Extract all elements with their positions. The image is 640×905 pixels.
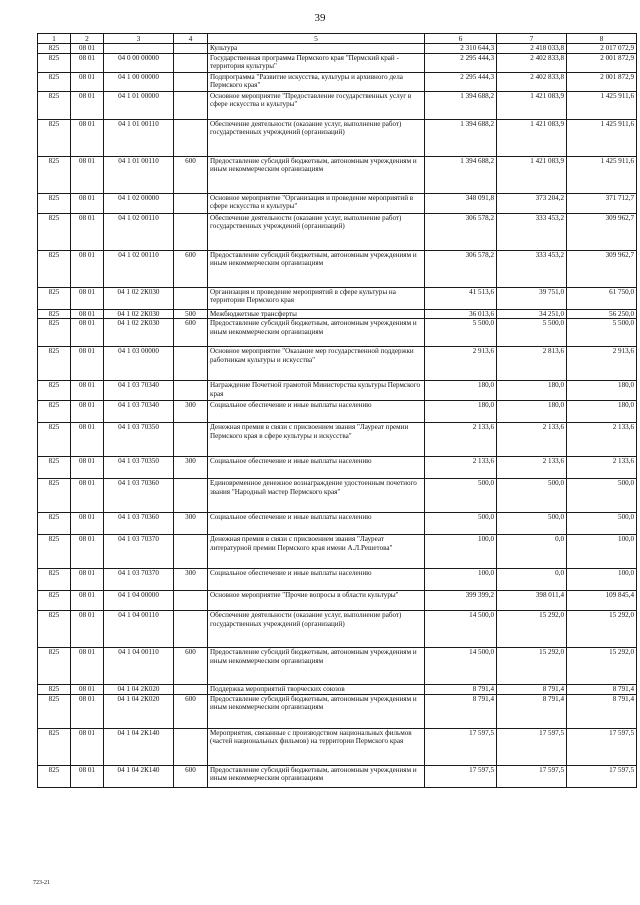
amount-year1-cell: 36 013,6 — [425, 309, 497, 319]
section-code-cell: 08 01 — [71, 213, 104, 250]
expense-type-cell: 600 — [174, 648, 208, 685]
admin-code-cell: 825 — [38, 193, 71, 213]
column-header: 1 — [38, 34, 71, 44]
description-cell: Основное мероприятие "Прочие вопросы в области культуры" — [208, 591, 425, 611]
table-row — [38, 53, 637, 72]
amount-year3-cell: 2 133,6 — [567, 423, 637, 457]
amount-year2-cell: 180,0 — [497, 401, 567, 423]
amount-year3-cell: 180,0 — [567, 381, 637, 401]
expense-type-cell — [174, 685, 208, 695]
amount-year2-cell: 17 597,5 — [497, 728, 567, 765]
section-code-cell: 08 01 — [71, 513, 104, 535]
amount-year2-cell: 17 597,5 — [497, 765, 567, 787]
amount-year1-cell: 348 091,8 — [425, 193, 497, 213]
amount-year1-cell: 306 578,2 — [425, 213, 497, 250]
target-article-cell: 04 1 02 00110 — [104, 250, 174, 287]
section-code-cell: 08 01 — [71, 569, 104, 591]
amount-year1-cell: 100,0 — [425, 569, 497, 591]
target-article-cell: 04 1 02 00000 — [104, 193, 174, 213]
amount-year2-cell: 0,0 — [497, 569, 567, 591]
expense-type-cell — [174, 53, 208, 72]
section-code-cell: 08 01 — [71, 765, 104, 787]
amount-year2-cell: 1 421 083,9 — [497, 156, 567, 193]
amount-year3-cell: 17 597,5 — [567, 728, 637, 765]
target-article-cell: 04 1 03 70340 — [104, 381, 174, 401]
table-row — [38, 569, 637, 591]
table-row — [38, 728, 637, 765]
description-cell: Основное мероприятие "Предоставление государственных услуг в сфере искусства и культуры" — [208, 91, 425, 119]
amount-year3-cell: 15 292,0 — [567, 648, 637, 685]
amount-year3-cell: 8 791,4 — [567, 685, 637, 695]
column-header: 8 — [567, 34, 637, 44]
target-article-cell: 04 1 01 00000 — [104, 91, 174, 119]
expense-type-cell — [174, 287, 208, 309]
target-article-cell: 04 1 03 70360 — [104, 479, 174, 513]
amount-year3-cell: 5 500,0 — [567, 319, 637, 347]
amount-year2-cell: 333 453,2 — [497, 250, 567, 287]
section-code-cell: 08 01 — [71, 694, 104, 728]
description-cell: Предоставление субсидий бюджетным, автономным учреждениям и иным некоммерческим организациям — [208, 156, 425, 193]
expense-type-cell — [174, 213, 208, 250]
amount-year3-cell: 309 962,7 — [567, 250, 637, 287]
admin-code-cell: 825 — [38, 765, 71, 787]
table-row — [38, 309, 637, 319]
amount-year2-cell: 500,0 — [497, 479, 567, 513]
description-cell: Денежная премия в связи с присвоением звания "Лауреат литературной премии Пермского края имени А.Л.Решетова" — [208, 535, 425, 569]
target-article-cell: 04 1 04 2К020 — [104, 685, 174, 695]
admin-code-cell: 825 — [38, 648, 71, 685]
amount-year2-cell: 333 453,2 — [497, 213, 567, 250]
amount-year1-cell: 41 513,6 — [425, 287, 497, 309]
amount-year1-cell: 180,0 — [425, 381, 497, 401]
description-cell: Предоставление субсидий бюджетным, автономным учреждениям и иным некоммерческим организациям — [208, 648, 425, 685]
description-cell: Мероприятия, связанные с производством национальных фильмов (частей национальных фильмов) на территории Пермского края — [208, 728, 425, 765]
page-number: 39 — [314, 12, 326, 24]
amount-year3-cell: 56 250,0 — [567, 309, 637, 319]
amount-year2-cell: 8 791,4 — [497, 694, 567, 728]
amount-year3-cell: 100,0 — [567, 569, 637, 591]
amount-year2-cell: 0,0 — [497, 535, 567, 569]
expense-type-cell — [174, 535, 208, 569]
table-row — [38, 44, 637, 54]
admin-code-cell: 825 — [38, 513, 71, 535]
description-cell: Обеспечение деятельности (оказание услуг, выполнение работ) государственных учреждений (организаций) — [208, 213, 425, 250]
amount-year3-cell: 8 791,4 — [567, 694, 637, 728]
table-row — [38, 694, 637, 728]
amount-year3-cell: 180,0 — [567, 401, 637, 423]
section-code-cell: 08 01 — [71, 91, 104, 119]
section-code-cell: 08 01 — [71, 479, 104, 513]
expense-type-cell — [174, 91, 208, 119]
admin-code-cell: 825 — [38, 72, 71, 91]
table-row — [38, 685, 637, 695]
amount-year1-cell: 1 394 688,2 — [425, 119, 497, 156]
expense-type-cell: 300 — [174, 457, 208, 479]
amount-year3-cell: 309 962,7 — [567, 213, 637, 250]
amount-year2-cell: 2 402 833,8 — [497, 72, 567, 91]
section-code-cell: 08 01 — [71, 347, 104, 381]
amount-year3-cell: 2 913,6 — [567, 347, 637, 381]
target-article-cell: 04 1 01 00110 — [104, 119, 174, 156]
section-code-cell: 08 01 — [71, 287, 104, 309]
expense-type-cell — [174, 193, 208, 213]
section-code-cell: 08 01 — [71, 457, 104, 479]
admin-code-cell: 825 — [38, 591, 71, 611]
target-article-cell: 04 1 04 2К140 — [104, 728, 174, 765]
target-article-cell: 04 1 03 70370 — [104, 535, 174, 569]
amount-year2-cell: 180,0 — [497, 381, 567, 401]
admin-code-cell: 825 — [38, 479, 71, 513]
table-row — [38, 72, 637, 91]
target-article-cell: 04 0 00 00000 — [104, 53, 174, 72]
amount-year1-cell: 2 133,6 — [425, 423, 497, 457]
amount-year2-cell: 1 421 083,9 — [497, 119, 567, 156]
target-article-cell: 04 1 03 70360 — [104, 513, 174, 535]
target-article-cell: 04 1 02 00110 — [104, 213, 174, 250]
description-cell: Награждение Почетной грамотой Министерства культуры Пермского края — [208, 381, 425, 401]
table-row — [38, 91, 637, 119]
description-cell: Подпрограмма "Развитие искусства, культуры и архивного дела Пермского края" — [208, 72, 425, 91]
amount-year2-cell: 398 011,4 — [497, 591, 567, 611]
amount-year1-cell: 8 791,4 — [425, 685, 497, 695]
description-cell: Межбюджетные трансферты — [208, 309, 425, 319]
table-row — [38, 287, 637, 309]
description-cell: Поддержка мероприятий творческих союзов — [208, 685, 425, 695]
amount-year1-cell: 2 913,6 — [425, 347, 497, 381]
admin-code-cell: 825 — [38, 319, 71, 347]
expense-type-cell — [174, 72, 208, 91]
section-code-cell: 08 01 — [71, 309, 104, 319]
admin-code-cell: 825 — [38, 685, 71, 695]
column-header: 5 — [208, 34, 425, 44]
expense-type-cell: 300 — [174, 569, 208, 591]
table-row — [38, 765, 637, 787]
description-cell: Социальное обеспечение и иные выплаты населению — [208, 569, 425, 591]
expense-type-cell — [174, 347, 208, 381]
amount-year1-cell: 306 578,2 — [425, 250, 497, 287]
amount-year2-cell: 2 418 033,8 — [497, 44, 567, 54]
admin-code-cell: 825 — [38, 347, 71, 381]
amount-year3-cell: 2 017 072,9 — [567, 44, 637, 54]
admin-code-cell: 825 — [38, 569, 71, 591]
table-row — [38, 457, 637, 479]
section-code-cell: 08 01 — [71, 72, 104, 91]
amount-year3-cell: 2 001 872,9 — [567, 53, 637, 72]
section-code-cell: 08 01 — [71, 591, 104, 611]
target-article-cell: 04 1 03 70340 — [104, 401, 174, 423]
section-code-cell: 08 01 — [71, 44, 104, 54]
amount-year3-cell: 1 425 911,6 — [567, 119, 637, 156]
target-article-cell: 04 1 01 00110 — [104, 156, 174, 193]
amount-year2-cell: 39 751,0 — [497, 287, 567, 309]
amount-year3-cell: 371 712,7 — [567, 193, 637, 213]
section-code-cell: 08 01 — [71, 535, 104, 569]
table-row — [38, 535, 637, 569]
admin-code-cell: 825 — [38, 213, 71, 250]
amount-year2-cell: 15 292,0 — [497, 611, 567, 648]
amount-year1-cell: 2 295 444,3 — [425, 72, 497, 91]
column-number-row — [38, 34, 637, 44]
admin-code-cell: 825 — [38, 309, 71, 319]
admin-code-cell: 825 — [38, 401, 71, 423]
expense-type-cell: 600 — [174, 319, 208, 347]
amount-year3-cell: 2 001 872,9 — [567, 72, 637, 91]
amount-year2-cell: 8 791,4 — [497, 685, 567, 695]
admin-code-cell: 825 — [38, 423, 71, 457]
section-code-cell: 08 01 — [71, 648, 104, 685]
target-article-cell: 04 1 04 2К140 — [104, 765, 174, 787]
admin-code-cell: 825 — [38, 156, 71, 193]
target-article-cell: 04 1 04 00110 — [104, 648, 174, 685]
section-code-cell: 08 01 — [71, 119, 104, 156]
section-code-cell: 08 01 — [71, 728, 104, 765]
target-article-cell: 04 1 04 2К020 — [104, 694, 174, 728]
amount-year3-cell: 500,0 — [567, 513, 637, 535]
expense-type-cell: 600 — [174, 156, 208, 193]
section-code-cell: 08 01 — [71, 611, 104, 648]
expense-type-cell: 500 — [174, 309, 208, 319]
expense-type-cell: 600 — [174, 694, 208, 728]
description-cell: Основное мероприятие "Организация и проведение мероприятий в сфере искусства и культуры" — [208, 193, 425, 213]
admin-code-cell: 825 — [38, 381, 71, 401]
table-row — [38, 381, 637, 401]
amount-year1-cell: 1 394 688,2 — [425, 156, 497, 193]
admin-code-cell: 825 — [38, 91, 71, 119]
amount-year2-cell: 34 251,0 — [497, 309, 567, 319]
amount-year3-cell: 100,0 — [567, 535, 637, 569]
amount-year2-cell: 1 421 083,9 — [497, 91, 567, 119]
amount-year3-cell: 2 133,6 — [567, 457, 637, 479]
target-article-cell: 04 1 03 70350 — [104, 423, 174, 457]
table-row — [38, 401, 637, 423]
section-code-cell: 08 01 — [71, 381, 104, 401]
target-article-cell: 04 1 03 70370 — [104, 569, 174, 591]
amount-year2-cell: 373 204,2 — [497, 193, 567, 213]
description-cell: Социальное обеспечение и иные выплаты населению — [208, 513, 425, 535]
table-row — [38, 193, 637, 213]
expense-type-cell — [174, 381, 208, 401]
section-code-cell: 08 01 — [71, 193, 104, 213]
description-cell: Предоставление субсидий бюджетным, автономным учреждениям и иным некоммерческим организациям — [208, 250, 425, 287]
section-code-cell: 08 01 — [71, 156, 104, 193]
description-cell: Денежная премия в связи с присвоением звания "Лауреат премии Пермского края в сфере культуры и искусства" — [208, 423, 425, 457]
target-article-cell: 04 1 00 00000 — [104, 72, 174, 91]
amount-year3-cell: 61 750,0 — [567, 287, 637, 309]
section-code-cell: 08 01 — [71, 685, 104, 695]
target-article-cell: 04 1 04 00110 — [104, 611, 174, 648]
amount-year1-cell: 5 500,0 — [425, 319, 497, 347]
expense-type-cell — [174, 119, 208, 156]
amount-year1-cell: 100,0 — [425, 535, 497, 569]
description-cell: Предоставление субсидий бюджетным, автономным учреждениям и иным некоммерческим организациям — [208, 694, 425, 728]
amount-year1-cell: 8 791,4 — [425, 694, 497, 728]
amount-year2-cell: 5 500,0 — [497, 319, 567, 347]
amount-year2-cell: 2 133,6 — [497, 457, 567, 479]
target-article-cell: 04 1 02 2К030 — [104, 287, 174, 309]
amount-year1-cell: 17 597,5 — [425, 728, 497, 765]
expense-type-cell: 600 — [174, 250, 208, 287]
description-cell: Организация и проведение мероприятий в сфере культуры на территории Пермского края — [208, 287, 425, 309]
expense-type-cell — [174, 423, 208, 457]
description-cell: Предоставление субсидий бюджетным, автономным учреждениям и иным некоммерческим организациям — [208, 319, 425, 347]
amount-year3-cell: 1 425 911,6 — [567, 156, 637, 193]
expense-type-cell — [174, 479, 208, 513]
expense-type-cell: 300 — [174, 401, 208, 423]
amount-year1-cell: 500,0 — [425, 479, 497, 513]
admin-code-cell: 825 — [38, 611, 71, 648]
description-cell: Обеспечение деятельности (оказание услуг, выполнение работ) государственных учреждений (организаций) — [208, 611, 425, 648]
description-cell: Единовременное денежное вознаграждение удостоенным почетного звания "Народный мастер Пермского края" — [208, 479, 425, 513]
amount-year1-cell: 399 399,2 — [425, 591, 497, 611]
amount-year2-cell: 2 133,6 — [497, 423, 567, 457]
column-header: 4 — [174, 34, 208, 44]
expense-type-cell: 600 — [174, 765, 208, 787]
admin-code-cell: 825 — [38, 44, 71, 54]
target-article-cell: 04 1 03 70350 — [104, 457, 174, 479]
expense-type-cell — [174, 728, 208, 765]
table-row — [38, 591, 637, 611]
amount-year1-cell: 14 500,0 — [425, 648, 497, 685]
table-row — [38, 250, 637, 287]
section-code-cell: 08 01 — [71, 423, 104, 457]
target-article-cell: 04 1 02 2К030 — [104, 309, 174, 319]
amount-year1-cell: 2 310 644,3 — [425, 44, 497, 54]
table-row — [38, 611, 637, 648]
target-article-cell — [104, 44, 174, 54]
table-row — [38, 213, 637, 250]
amount-year1-cell: 2 295 444,3 — [425, 53, 497, 72]
amount-year2-cell: 500,0 — [497, 513, 567, 535]
description-cell: Социальное обеспечение и иные выплаты населению — [208, 401, 425, 423]
amount-year1-cell: 1 394 688,2 — [425, 91, 497, 119]
section-code-cell: 08 01 — [71, 53, 104, 72]
table-row — [38, 119, 637, 156]
table-row — [38, 479, 637, 513]
amount-year3-cell: 17 597,5 — [567, 765, 637, 787]
expense-type-cell — [174, 591, 208, 611]
admin-code-cell: 825 — [38, 119, 71, 156]
target-article-cell: 04 1 04 00000 — [104, 591, 174, 611]
table-row — [38, 423, 637, 457]
admin-code-cell: 825 — [38, 694, 71, 728]
table-row — [38, 156, 637, 193]
description-cell: Основное мероприятие "Оказание мер государственной поддержки работникам культуры и искусства" — [208, 347, 425, 381]
admin-code-cell: 825 — [38, 250, 71, 287]
column-header: 3 — [104, 34, 174, 44]
section-code-cell: 08 01 — [71, 250, 104, 287]
admin-code-cell: 825 — [38, 53, 71, 72]
description-cell: Культура — [208, 44, 425, 54]
admin-code-cell: 825 — [38, 287, 71, 309]
amount-year3-cell: 1 425 911,6 — [567, 91, 637, 119]
table-row — [38, 648, 637, 685]
column-header: 2 — [71, 34, 104, 44]
expense-type-cell: 300 — [174, 513, 208, 535]
amount-year3-cell: 109 845,4 — [567, 591, 637, 611]
amount-year3-cell: 500,0 — [567, 479, 637, 513]
budget-table — [37, 33, 637, 788]
section-code-cell: 08 01 — [71, 401, 104, 423]
amount-year3-cell: 15 292,0 — [567, 611, 637, 648]
amount-year2-cell: 2 813,6 — [497, 347, 567, 381]
amount-year2-cell: 15 292,0 — [497, 648, 567, 685]
admin-code-cell: 825 — [38, 728, 71, 765]
expense-type-cell — [174, 611, 208, 648]
description-cell: Государственная программа Пермского края "Пермский край - территория культуры" — [208, 53, 425, 72]
amount-year1-cell: 14 500,0 — [425, 611, 497, 648]
section-code-cell: 08 01 — [71, 319, 104, 347]
amount-year1-cell: 2 133,6 — [425, 457, 497, 479]
amount-year1-cell: 17 597,5 — [425, 765, 497, 787]
admin-code-cell: 825 — [38, 457, 71, 479]
amount-year1-cell: 500,0 — [425, 513, 497, 535]
amount-year1-cell: 180,0 — [425, 401, 497, 423]
target-article-cell: 04 1 02 2К030 — [104, 319, 174, 347]
column-header: 6 — [425, 34, 497, 44]
expense-type-cell — [174, 44, 208, 54]
target-article-cell: 04 1 03 00000 — [104, 347, 174, 381]
table-row — [38, 319, 637, 347]
table-body — [38, 44, 637, 788]
column-header: 7 — [497, 34, 567, 44]
table-row — [38, 513, 637, 535]
footer-code: 723-21 — [33, 880, 50, 886]
description-cell: Предоставление субсидий бюджетным, автономным учреждениям и иным некоммерческим организациям — [208, 765, 425, 787]
description-cell: Обеспечение деятельности (оказание услуг, выполнение работ) государственных учреждений (организаций) — [208, 119, 425, 156]
description-cell: Социальное обеспечение и иные выплаты населению — [208, 457, 425, 479]
amount-year2-cell: 2 402 833,8 — [497, 53, 567, 72]
table-row — [38, 347, 637, 381]
admin-code-cell: 825 — [38, 535, 71, 569]
